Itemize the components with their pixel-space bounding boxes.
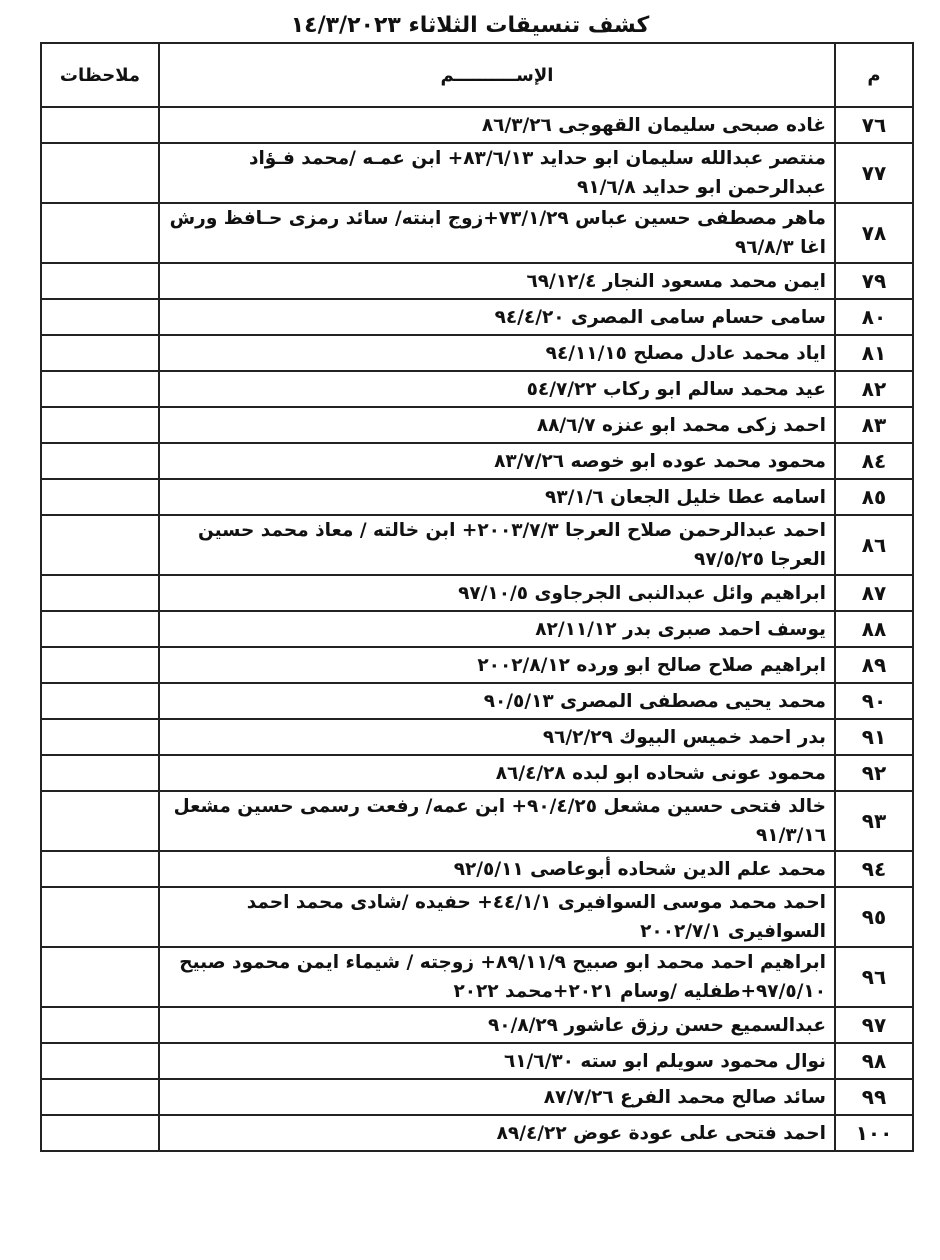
row-number: ١٠٠: [835, 1115, 913, 1151]
row-name: محمود محمد عوده ابو خوصه ٨٣/٧/٢٦: [159, 443, 835, 479]
row-notes: [41, 683, 159, 719]
row-notes: [41, 263, 159, 299]
table-row: [41, 299, 913, 335]
row-name: احمد زكى محمد ابو عنزه ٨٨/٦/٧: [159, 407, 835, 443]
row-notes: [41, 647, 159, 683]
table-row: [41, 371, 913, 407]
row-notes: [41, 1115, 159, 1151]
row-number: ٨٦: [835, 515, 913, 575]
row-number: ٨٨: [835, 611, 913, 647]
row-notes: [41, 407, 159, 443]
row-name: ابراهيم صلاح صالح ابو ورده ٢٠٠٢/٨/١٢: [159, 647, 835, 683]
table-row: [41, 647, 913, 683]
row-notes: [41, 143, 159, 203]
row-notes: [41, 851, 159, 887]
row-notes: [41, 575, 159, 611]
column-header-name: الإســــــــــم: [159, 43, 835, 107]
row-name: ماهر مصطفى حسين عباس ٧٣/١/٢٩+زوج ابنته/ سائد رمزى حـافظ ورش اغا ٩٦/٨/٣: [159, 203, 835, 263]
row-notes: [41, 1079, 159, 1115]
row-number: ٩٢: [835, 755, 913, 791]
row-number: ٧٦: [835, 107, 913, 143]
row-notes: [41, 755, 159, 791]
row-notes: [41, 443, 159, 479]
row-notes: [41, 947, 159, 1007]
row-name: ابراهيم وائل عبدالنبى الجرجاوى ٩٧/١٠/٥: [159, 575, 835, 611]
row-name: خالد فتحى حسين مشعل ٩٠/٤/٢٥+ ابن عمه/ رفعت رسمى حسين مشعل ٩١/٣/١٦: [159, 791, 835, 851]
row-name: ايمن محمد مسعود النجار ٦٩/١٢/٤: [159, 263, 835, 299]
table-row: [41, 1043, 913, 1079]
row-number: ٩٥: [835, 887, 913, 947]
row-number: ٩٦: [835, 947, 913, 1007]
table-header-row: [41, 43, 913, 107]
table-row: [41, 407, 913, 443]
table-row: [41, 263, 913, 299]
row-name: منتصر عبدالله سليمان ابو حدايد ٨٣/٦/١٣+ ابن عمـه /محمد فـؤاد عبدالرحمن ابو حدايد ٩١/٦/٨: [159, 143, 835, 203]
table-row: [41, 851, 913, 887]
row-notes: [41, 1007, 159, 1043]
table-row: [41, 683, 913, 719]
row-number: ٧٧: [835, 143, 913, 203]
row-number: ٩٣: [835, 791, 913, 851]
row-name: غاده صبحى سليمان القهوجى ٨٦/٣/٢٦: [159, 107, 835, 143]
table-row: [41, 515, 913, 575]
row-name: بدر احمد خميس البيوك ٩٦/٢/٢٩: [159, 719, 835, 755]
row-notes: [41, 719, 159, 755]
row-name: احمد عبدالرحمن صلاح العرجا ٢٠٠٣/٧/٣+ ابن خالته / معاذ محمد حسين العرجا ٩٧/٥/٢٥: [159, 515, 835, 575]
row-number: ٨٠: [835, 299, 913, 335]
row-number: ٩٩: [835, 1079, 913, 1115]
row-number: ٩١: [835, 719, 913, 755]
row-notes: [41, 515, 159, 575]
table-row: [41, 143, 913, 203]
column-header-notes: ملاحظات: [41, 43, 159, 107]
row-number: ٩٤: [835, 851, 913, 887]
row-notes: [41, 791, 159, 851]
names-table: [40, 42, 914, 1152]
row-name: محمد يحيى مصطفى المصرى ٩٠/٥/١٣: [159, 683, 835, 719]
row-notes: [41, 1043, 159, 1079]
row-name: عبدالسميع حسن رزق عاشور ٩٠/٨/٢٩: [159, 1007, 835, 1043]
table-row: [41, 887, 913, 947]
row-name: نوال محمود سويلم ابو سته ٦١/٦/٣٠: [159, 1043, 835, 1079]
row-notes: [41, 371, 159, 407]
table-row: [41, 1007, 913, 1043]
row-notes: [41, 335, 159, 371]
row-notes: [41, 611, 159, 647]
table-row: [41, 611, 913, 647]
row-number: ٨٣: [835, 407, 913, 443]
row-number: ٨٤: [835, 443, 913, 479]
table-row: [41, 755, 913, 791]
row-number: ٧٨: [835, 203, 913, 263]
table-row: [41, 203, 913, 263]
table-row: [41, 947, 913, 1007]
row-name: محمود عونى شحاده ابو لبده ٨٦/٤/٢٨: [159, 755, 835, 791]
column-header-number: م: [835, 43, 913, 107]
row-notes: [41, 887, 159, 947]
table-row: [41, 575, 913, 611]
row-number: ٩٠: [835, 683, 913, 719]
row-number: ٨٢: [835, 371, 913, 407]
row-name: يوسف احمد صبرى بدر ٨٢/١١/١٢: [159, 611, 835, 647]
row-name: احمد فتحى على عودة عوض ٨٩/٤/٢٢: [159, 1115, 835, 1151]
row-notes: [41, 203, 159, 263]
row-number: ٧٩: [835, 263, 913, 299]
row-name: اسامه عطا خليل الجعان ٩٣/١/٦: [159, 479, 835, 515]
row-notes: [41, 299, 159, 335]
table-row: [41, 719, 913, 755]
row-number: ٨٥: [835, 479, 913, 515]
row-number: ٨٩: [835, 647, 913, 683]
table-row: [41, 443, 913, 479]
table-row: [41, 479, 913, 515]
row-number: ٩٨: [835, 1043, 913, 1079]
row-name: اياد محمد عادل مصلح ٩٤/١١/١٥: [159, 335, 835, 371]
row-name: عيد محمد سالم ابو ركاب ٥٤/٧/٢٢: [159, 371, 835, 407]
row-number: ٨٧: [835, 575, 913, 611]
row-number: ٨١: [835, 335, 913, 371]
row-name: محمد علم الدين شحاده أبوعاصى ٩٢/٥/١١: [159, 851, 835, 887]
row-number: ٩٧: [835, 1007, 913, 1043]
table-row: [41, 791, 913, 851]
table-row: [41, 335, 913, 371]
table-row: [41, 1115, 913, 1151]
page-title: كشف تنسيقات الثلاثاء ١٤/٣/٢٠٢٣: [290, 13, 650, 38]
row-notes: [41, 107, 159, 143]
row-name: سائد صالح محمد الفرع ٨٧/٧/٢٦: [159, 1079, 835, 1115]
row-notes: [41, 479, 159, 515]
table-row: [41, 107, 913, 143]
row-name: سامى حسام سامى المصرى ٩٤/٤/٢٠: [159, 299, 835, 335]
row-name: ابراهيم احمد محمد ابو صبيح ٨٩/١١/٩+ زوجته / شيماء ايمن محمود صبيح ٩٧/٥/١٠+طفليه /وسام ٢٠٢١+محمد ٢٠٢٢: [159, 947, 835, 1007]
table-body: [41, 107, 913, 1151]
row-name: احمد محمد موسى السوافيرى ٤٤/١/١+ حفيده /شادى محمد احمد السوافيرى ٢٠٠٢/٧/١: [159, 887, 835, 947]
table-row: [41, 1079, 913, 1115]
